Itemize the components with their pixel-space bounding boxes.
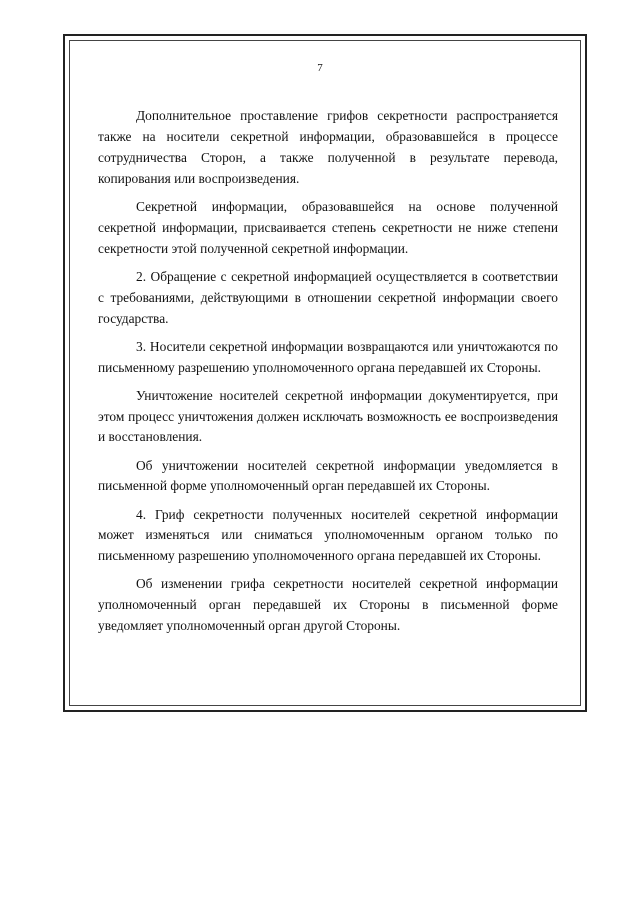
paragraph-destruction-notification: Об уничтожении носителей секретной информации уведомляется в письменной форме уполномоченный орган передавшей их Стороны.: [98, 457, 558, 494]
paragraph-change-notification: Об изменении грифа секретности носителей секретной информации уполномоченный орган передавшей их Стороны в письменной форме уведомляет уполномоченный орган другой Стороны.: [98, 576, 558, 634]
paragraph-additional-marking: Дополнительное проставление грифов секретности распространяется также на носители секретной информации, образовавшейся в процессе сотрудничества Сторон, а также полученной в результате перевода, копирования или воспроизведения.: [98, 108, 558, 186]
document-body: [98, 106, 558, 644]
paragraph-clause-3-return-destruction: 3. Носители секретной информации возвращаются или уничтожаются по письменному разрешению уполномоченного органа передавшей их Стороны.: [98, 338, 558, 375]
paragraph-clause-4-classification-change: 4. Гриф секретности полученных носителей секретной информации может изменяться или сниматься уполномоченным органом только по письменному разрешению уполномоченного органа передавшей их Стороны.: [98, 506, 558, 564]
paragraph-destruction-documentation: Уничтожение носителей секретной информации документируется, при этом процесс уничтожения должен исключать возможность ее воспроизведения и восстановления.: [98, 387, 558, 445]
page-number: 7: [317, 62, 323, 74]
paragraph-derived-secrecy-level: Секретной информации, образовавшейся на основе полученной секретной информации, присваивается степень секретности не ниже степени секретности этой полученной секретной информации.: [98, 198, 558, 256]
paragraph-clause-2-handling: 2. Обращение с секретной информацией осуществляется в соответствии с требованиями, действующими в отношении секретной информации своего государства.: [98, 268, 558, 326]
